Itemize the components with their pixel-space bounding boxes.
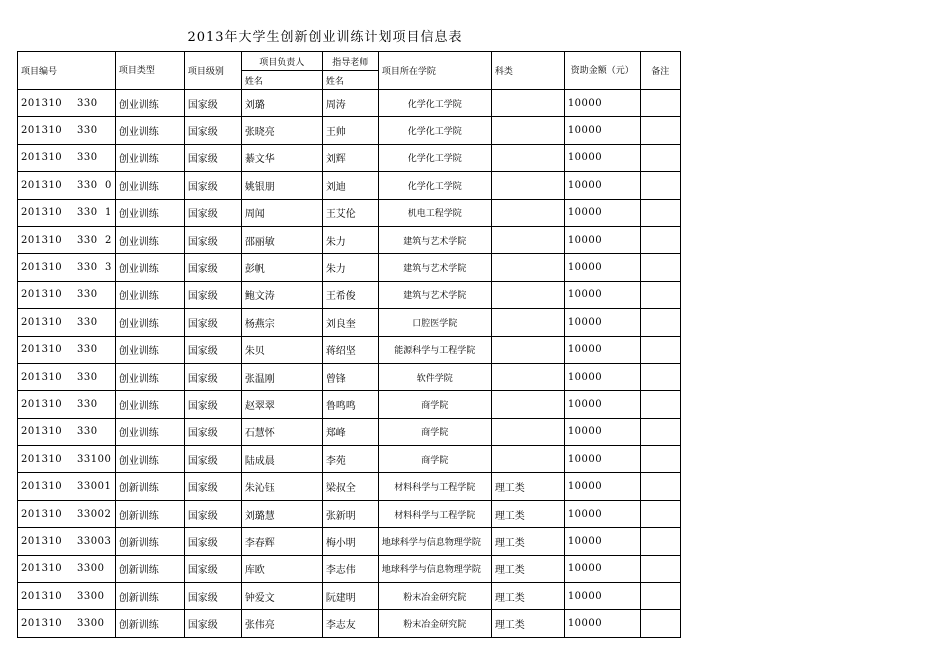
cell-category: 理工类 (491, 473, 564, 500)
cell-leader: 朱贝 (241, 336, 322, 363)
header-code: 项目编号 (18, 52, 116, 90)
cell-type: 创业训练 (115, 254, 184, 281)
cell-college: 商学院 (378, 391, 491, 418)
cell-funding: 10000 (564, 610, 640, 637)
cell-college: 化学化工学院 (378, 144, 491, 171)
cell-code (18, 144, 116, 171)
cell-advisor: 李志伟 (322, 555, 378, 582)
cell-level: 国家级 (184, 610, 241, 637)
cell-advisor: 王希俊 (322, 281, 378, 308)
cell-funding: 10000 (564, 226, 640, 253)
cell-level: 国家级 (184, 172, 241, 199)
cell-advisor: 郑峰 (322, 418, 378, 445)
cell-advisor: 张新明 (322, 500, 378, 527)
code-suffix: 330 0 (77, 179, 112, 191)
cell-code (18, 336, 116, 363)
code-prefix: 201310 (21, 535, 63, 547)
cell-level: 国家级 (184, 90, 241, 117)
cell-leader: 库欧 (241, 555, 322, 582)
cell-code (18, 446, 116, 473)
page-title: 2013年大学生创新创业训练计划项目信息表 (187, 30, 463, 45)
code-prefix: 201310 (21, 344, 63, 356)
header-advisor-group: 指导老师 (322, 52, 378, 71)
cell-type: 创新训练 (115, 500, 184, 527)
cell-college: 软件学院 (378, 363, 491, 390)
cell-code (18, 199, 116, 226)
table-row (18, 473, 681, 500)
cell-category (491, 418, 564, 445)
code-suffix: 330 (77, 316, 98, 328)
cell-type: 创业训练 (115, 199, 184, 226)
cell-type: 创业训练 (115, 281, 184, 308)
cell-remark (640, 117, 680, 144)
cell-remark (640, 254, 680, 281)
cell-funding: 10000 (564, 583, 640, 610)
code-prefix: 201310 (21, 125, 63, 137)
table-row (18, 254, 681, 281)
table-row (18, 500, 681, 527)
cell-college: 化学化工学院 (378, 90, 491, 117)
cell-funding: 10000 (564, 144, 640, 171)
cell-type: 创业训练 (115, 117, 184, 144)
table-row (18, 528, 681, 555)
cell-college: 化学化工学院 (378, 172, 491, 199)
cell-code (18, 528, 116, 555)
header-leader-group: 项目负责人 (241, 52, 322, 71)
header-type: 项目类型 (115, 52, 184, 90)
cell-category (491, 199, 564, 226)
cell-remark (640, 363, 680, 390)
code-suffix: 330 3 (77, 262, 112, 274)
cell-level: 国家级 (184, 473, 241, 500)
cell-advisor: 梅小明 (322, 528, 378, 555)
code-suffix: 330 (77, 344, 98, 356)
code-prefix: 201310 (21, 316, 63, 328)
cell-funding: 10000 (564, 172, 640, 199)
cell-college: 粉末冶金研究院 (378, 610, 491, 637)
code-prefix: 201310 (21, 563, 63, 575)
cell-level: 国家级 (184, 500, 241, 527)
code-prefix: 201310 (21, 590, 63, 602)
cell-college: 材料科学与工程学院 (378, 500, 491, 527)
header-leader-name: 姓名 (241, 71, 322, 90)
cell-type: 创新训练 (115, 555, 184, 582)
cell-college: 建筑与艺术学院 (378, 226, 491, 253)
code-prefix: 201310 (21, 97, 63, 109)
cell-level: 国家级 (184, 391, 241, 418)
cell-type: 创业训练 (115, 226, 184, 253)
cell-category: 理工类 (491, 555, 564, 582)
cell-funding: 10000 (564, 363, 640, 390)
cell-code (18, 226, 116, 253)
cell-leader: 钟爱文 (241, 583, 322, 610)
cell-college: 能源科学与工程学院 (378, 336, 491, 363)
cell-type: 创新训练 (115, 473, 184, 500)
cell-advisor: 刘迪 (322, 172, 378, 199)
cell-leader: 朱沁钰 (241, 473, 322, 500)
cell-funding: 10000 (564, 446, 640, 473)
code-prefix: 201310 (21, 152, 63, 164)
cell-category (491, 172, 564, 199)
cell-advisor: 王艾伦 (322, 199, 378, 226)
cell-leader: 姚银朋 (241, 172, 322, 199)
header-college: 项目所在学院 (378, 52, 491, 90)
code-prefix: 201310 (21, 398, 63, 410)
cell-category (491, 281, 564, 308)
cell-college: 建筑与艺术学院 (378, 281, 491, 308)
cell-college: 材料科学与工程学院 (378, 473, 491, 500)
table-row (18, 117, 681, 144)
table-row (18, 336, 681, 363)
cell-leader: 陆成晨 (241, 446, 322, 473)
cell-remark (640, 199, 680, 226)
cell-category: 理工类 (491, 610, 564, 637)
cell-leader: 张伟亮 (241, 610, 322, 637)
table-row (18, 144, 681, 171)
project-table (17, 51, 681, 638)
code-suffix: 3300 (77, 618, 105, 630)
cell-type: 创业训练 (115, 90, 184, 117)
cell-level: 国家级 (184, 583, 241, 610)
cell-advisor: 刘辉 (322, 144, 378, 171)
cell-remark (640, 446, 680, 473)
cell-advisor: 鲁鸣鸣 (322, 391, 378, 418)
cell-leader: 张晓亮 (241, 117, 322, 144)
code-prefix: 201310 (21, 618, 63, 630)
cell-advisor: 李苑 (322, 446, 378, 473)
cell-funding: 10000 (564, 90, 640, 117)
table-row (18, 309, 681, 336)
cell-type: 创新训练 (115, 610, 184, 637)
cell-advisor: 阮建明 (322, 583, 378, 610)
cell-type: 创业训练 (115, 391, 184, 418)
cell-leader: 周闻 (241, 199, 322, 226)
cell-advisor: 蒋绍坚 (322, 336, 378, 363)
cell-code (18, 254, 116, 281)
cell-college: 地球科学与信息物理学院 (378, 555, 491, 582)
cell-code (18, 418, 116, 445)
code-suffix: 330 (77, 426, 98, 438)
cell-funding: 10000 (564, 336, 640, 363)
cell-level: 国家级 (184, 363, 241, 390)
cell-code (18, 555, 116, 582)
cell-code (18, 172, 116, 199)
cell-category: 理工类 (491, 528, 564, 555)
cell-funding: 10000 (564, 555, 640, 582)
cell-type: 创业训练 (115, 446, 184, 473)
cell-category (491, 117, 564, 144)
table-row (18, 610, 681, 637)
cell-funding: 10000 (564, 309, 640, 336)
cell-college: 口腔医学院 (378, 309, 491, 336)
header-funding: 资助金额（元） (564, 52, 640, 90)
cell-level: 国家级 (184, 254, 241, 281)
cell-type: 创业训练 (115, 418, 184, 445)
cell-advisor: 李志友 (322, 610, 378, 637)
table-row (18, 391, 681, 418)
cell-type: 创业训练 (115, 309, 184, 336)
cell-leader: 杨燕宗 (241, 309, 322, 336)
cell-funding: 10000 (564, 473, 640, 500)
cell-type: 创业训练 (115, 172, 184, 199)
cell-funding: 10000 (564, 199, 640, 226)
cell-level: 国家级 (184, 528, 241, 555)
cell-funding: 10000 (564, 391, 640, 418)
cell-college: 商学院 (378, 446, 491, 473)
cell-remark (640, 418, 680, 445)
cell-leader: 石慧怀 (241, 418, 322, 445)
cell-leader: 鲍文涛 (241, 281, 322, 308)
cell-funding: 10000 (564, 117, 640, 144)
table-row (18, 281, 681, 308)
cell-category (491, 90, 564, 117)
cell-funding: 10000 (564, 254, 640, 281)
cell-remark (640, 309, 680, 336)
cell-college: 机电工程学院 (378, 199, 491, 226)
cell-advisor: 梁叔全 (322, 473, 378, 500)
cell-code (18, 363, 116, 390)
cell-funding: 10000 (564, 528, 640, 555)
cell-code (18, 281, 116, 308)
cell-level: 国家级 (184, 199, 241, 226)
cell-category: 理工类 (491, 583, 564, 610)
table-row (18, 172, 681, 199)
cell-college: 地球科学与信息物理学院 (378, 528, 491, 555)
cell-remark (640, 90, 680, 117)
cell-remark (640, 583, 680, 610)
cell-code (18, 309, 116, 336)
code-suffix: 3300 (77, 563, 105, 575)
cell-category (491, 446, 564, 473)
cell-leader: 李春辉 (241, 528, 322, 555)
cell-remark (640, 281, 680, 308)
cell-category (491, 363, 564, 390)
header-category: 科类 (491, 52, 564, 90)
code-prefix: 201310 (21, 508, 63, 520)
header-remark: 备注 (640, 52, 680, 90)
cell-advisor: 刘良奎 (322, 309, 378, 336)
cell-leader: 刘璐慧 (241, 500, 322, 527)
cell-type: 创业训练 (115, 336, 184, 363)
code-prefix: 201310 (21, 262, 63, 274)
table-row (18, 226, 681, 253)
cell-remark (640, 528, 680, 555)
cell-category (491, 226, 564, 253)
code-suffix: 330 (77, 371, 98, 383)
code-suffix: 330 (77, 398, 98, 410)
code-prefix: 201310 (21, 481, 63, 493)
cell-remark (640, 555, 680, 582)
code-suffix: 330 1 (77, 207, 112, 219)
cell-category (491, 391, 564, 418)
cell-remark (640, 391, 680, 418)
cell-leader: 刘璐 (241, 90, 322, 117)
cell-funding: 10000 (564, 281, 640, 308)
code-suffix: 33003 (77, 535, 112, 547)
cell-code (18, 473, 116, 500)
cell-code (18, 610, 116, 637)
cell-leader: 綦文华 (241, 144, 322, 171)
cell-type: 创业训练 (115, 363, 184, 390)
cell-level: 国家级 (184, 336, 241, 363)
table-row (18, 199, 681, 226)
cell-type: 创新训练 (115, 583, 184, 610)
cell-code (18, 500, 116, 527)
cell-remark (640, 336, 680, 363)
cell-leader: 张温刚 (241, 363, 322, 390)
cell-funding: 10000 (564, 418, 640, 445)
header-advisor-name: 姓名 (322, 71, 378, 90)
cell-code (18, 391, 116, 418)
cell-category: 理工类 (491, 500, 564, 527)
code-prefix: 201310 (21, 426, 63, 438)
cell-college: 商学院 (378, 418, 491, 445)
cell-category (491, 254, 564, 281)
cell-level: 国家级 (184, 418, 241, 445)
cell-remark (640, 473, 680, 500)
cell-remark (640, 172, 680, 199)
code-prefix: 201310 (21, 453, 63, 465)
code-suffix: 330 (77, 289, 98, 301)
cell-remark (640, 500, 680, 527)
cell-leader: 赵翠翠 (241, 391, 322, 418)
header-level: 项目级别 (184, 52, 241, 90)
code-prefix: 201310 (21, 207, 63, 219)
cell-level: 国家级 (184, 555, 241, 582)
cell-type: 创业训练 (115, 144, 184, 171)
table-row (18, 583, 681, 610)
cell-advisor: 周涛 (322, 90, 378, 117)
cell-funding: 10000 (564, 500, 640, 527)
table-row (18, 446, 681, 473)
cell-leader: 邵丽敏 (241, 226, 322, 253)
cell-remark (640, 226, 680, 253)
code-suffix: 33001 (77, 481, 112, 493)
table-row (18, 363, 681, 390)
cell-advisor: 朱力 (322, 226, 378, 253)
cell-level: 国家级 (184, 281, 241, 308)
cell-remark (640, 144, 680, 171)
cell-category (491, 144, 564, 171)
cell-college: 化学化工学院 (378, 117, 491, 144)
table-row (18, 418, 681, 445)
cell-code (18, 90, 116, 117)
code-suffix: 33100 (77, 453, 112, 465)
cell-code (18, 117, 116, 144)
cell-level: 国家级 (184, 144, 241, 171)
cell-type: 创新训练 (115, 528, 184, 555)
table-row (18, 555, 681, 582)
code-suffix: 330 (77, 97, 98, 109)
cell-code (18, 583, 116, 610)
cell-leader: 彭帆 (241, 254, 322, 281)
code-suffix: 33002 (77, 508, 112, 520)
cell-college: 建筑与艺术学院 (378, 254, 491, 281)
cell-advisor: 曾锋 (322, 363, 378, 390)
code-suffix: 330 (77, 125, 98, 137)
code-suffix: 3300 (77, 590, 105, 602)
cell-college: 粉末冶金研究院 (378, 583, 491, 610)
cell-level: 国家级 (184, 117, 241, 144)
cell-advisor: 王帅 (322, 117, 378, 144)
code-prefix: 201310 (21, 289, 63, 301)
cell-category (491, 309, 564, 336)
code-prefix: 201310 (21, 371, 63, 383)
code-suffix: 330 (77, 152, 98, 164)
code-suffix: 330 2 (77, 234, 112, 246)
cell-advisor: 朱力 (322, 254, 378, 281)
code-prefix: 201310 (21, 179, 63, 191)
cell-remark (640, 610, 680, 637)
cell-level: 国家级 (184, 446, 241, 473)
cell-level: 国家级 (184, 226, 241, 253)
cell-category (491, 336, 564, 363)
code-prefix: 201310 (21, 234, 63, 246)
table-row (18, 90, 681, 117)
cell-level: 国家级 (184, 309, 241, 336)
